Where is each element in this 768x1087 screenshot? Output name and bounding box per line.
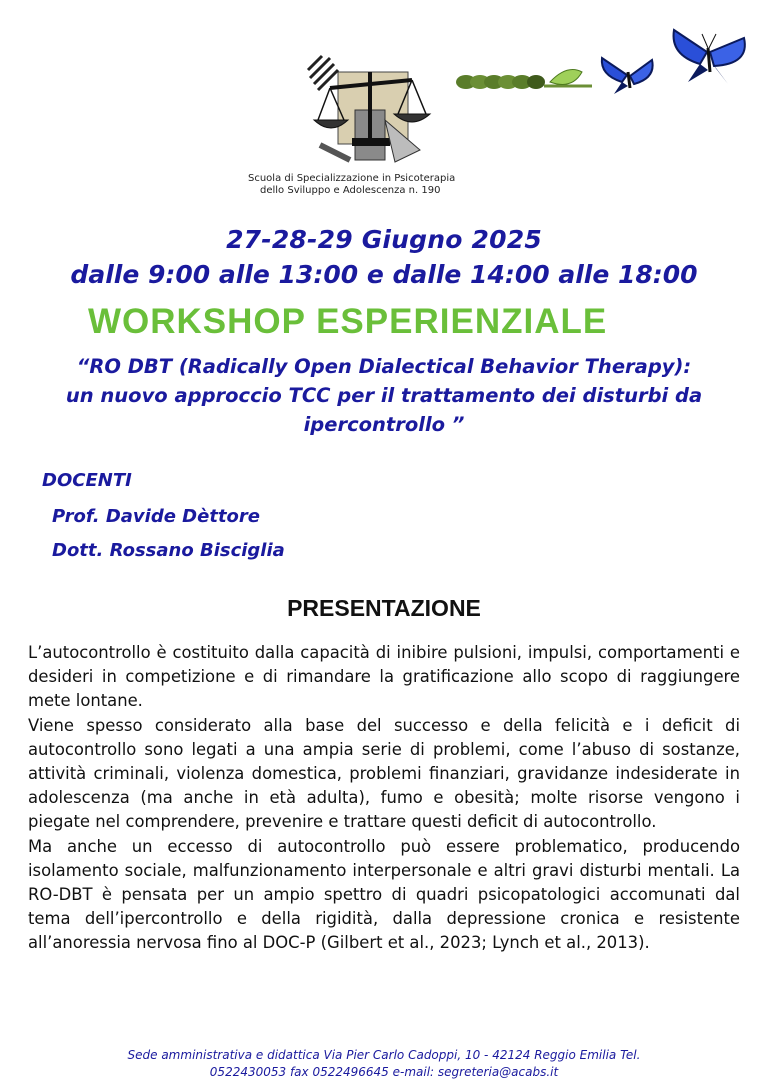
docente-item: Dott. Rossano Bisciglia bbox=[52, 540, 285, 561]
footer-address: Sede amministrativa e didattica Via Pier Carlo Cadoppi, 10 - 42124 Reggio Emilia Tel. bbox=[127, 1048, 641, 1062]
docenti-heading: DOCENTI bbox=[42, 470, 132, 491]
butterfly-large-icon bbox=[674, 30, 745, 84]
body-paragraph: Viene spesso considerato alla base del successo e della felicità e i deficit di autocontrollo sono legati a una ampia serie di problemi, come l’abuso di sostanze, attività criminali, violenza domestica, problemi finanziari, gravidanze indesiderate in adolescenza (ma anche in età adulta), fumo e obesità; molte risorse vengono i piegate nel comprendere, prevenire e trattare questi deficit di autocontrollo. bbox=[28, 715, 740, 832]
presentazione-body bbox=[28, 641, 740, 956]
butterfly-small-icon bbox=[602, 58, 653, 94]
event-dates: 27-28-29 Giugno 2025 bbox=[226, 225, 542, 254]
workshop-title bbox=[20, 352, 748, 439]
workshop-title-line1: “RO DBT (Radically Open Dialectical Behavior Therapy): bbox=[76, 355, 692, 378]
school-name-line1: Scuola di Specializzazione in Psicoterapia bbox=[248, 173, 456, 184]
workshop-title-line2: un nuovo approccio TCC per il trattamento dei disturbi da bbox=[65, 384, 703, 407]
school-logo-scales-icon bbox=[300, 50, 435, 168]
chrysalis-icon bbox=[544, 70, 592, 86]
school-name bbox=[210, 173, 510, 197]
footer-contact bbox=[0, 1047, 768, 1081]
docente-item: Prof. Davide Dèttore bbox=[52, 506, 260, 527]
footer-phone-email: 0522430053 fax 0522496645 e-mail: segreteria@acabs.it bbox=[209, 1065, 559, 1079]
event-hours: dalle 9:00 alle 13:00 e dalle 14:00 alle 18:00 bbox=[70, 260, 698, 289]
workshop-title-line3: ipercontrollo ” bbox=[303, 413, 465, 436]
body-paragraph: L’autocontrollo è costituito dalla capacità di inibire pulsioni, impulsi, comportamenti e desideri in competizione e di rimandare la gratificazione allo scopo di raggiungere mete lontane. bbox=[28, 643, 740, 711]
body-paragraph: Ma anche un eccesso di autocontrollo può essere problematico, producendo isolamento sociale, malfunzionamento interpersonale e altri gravi disturbi mentali. La RO-DBT è pensata per un ampio spettro di quadri psicopatologici accomunati dal tema dell’ipercontrollo e della rigidità, dalla depressione cronica e resistente all’anoressia nervosa fino al DOC-P (Gilbert et al., 2023; Lynch et al., 2013). bbox=[28, 836, 740, 953]
butterfly-lifecycle-icon bbox=[452, 20, 752, 100]
school-name-line2: dello Sviluppo e Adolescenza n. 190 bbox=[260, 185, 441, 196]
presentazione-heading: PRESENTAZIONE bbox=[287, 595, 481, 621]
caterpillar-icon bbox=[456, 75, 545, 89]
workshop-heading: WORKSHOP ESPERIENZIALE bbox=[88, 302, 608, 341]
